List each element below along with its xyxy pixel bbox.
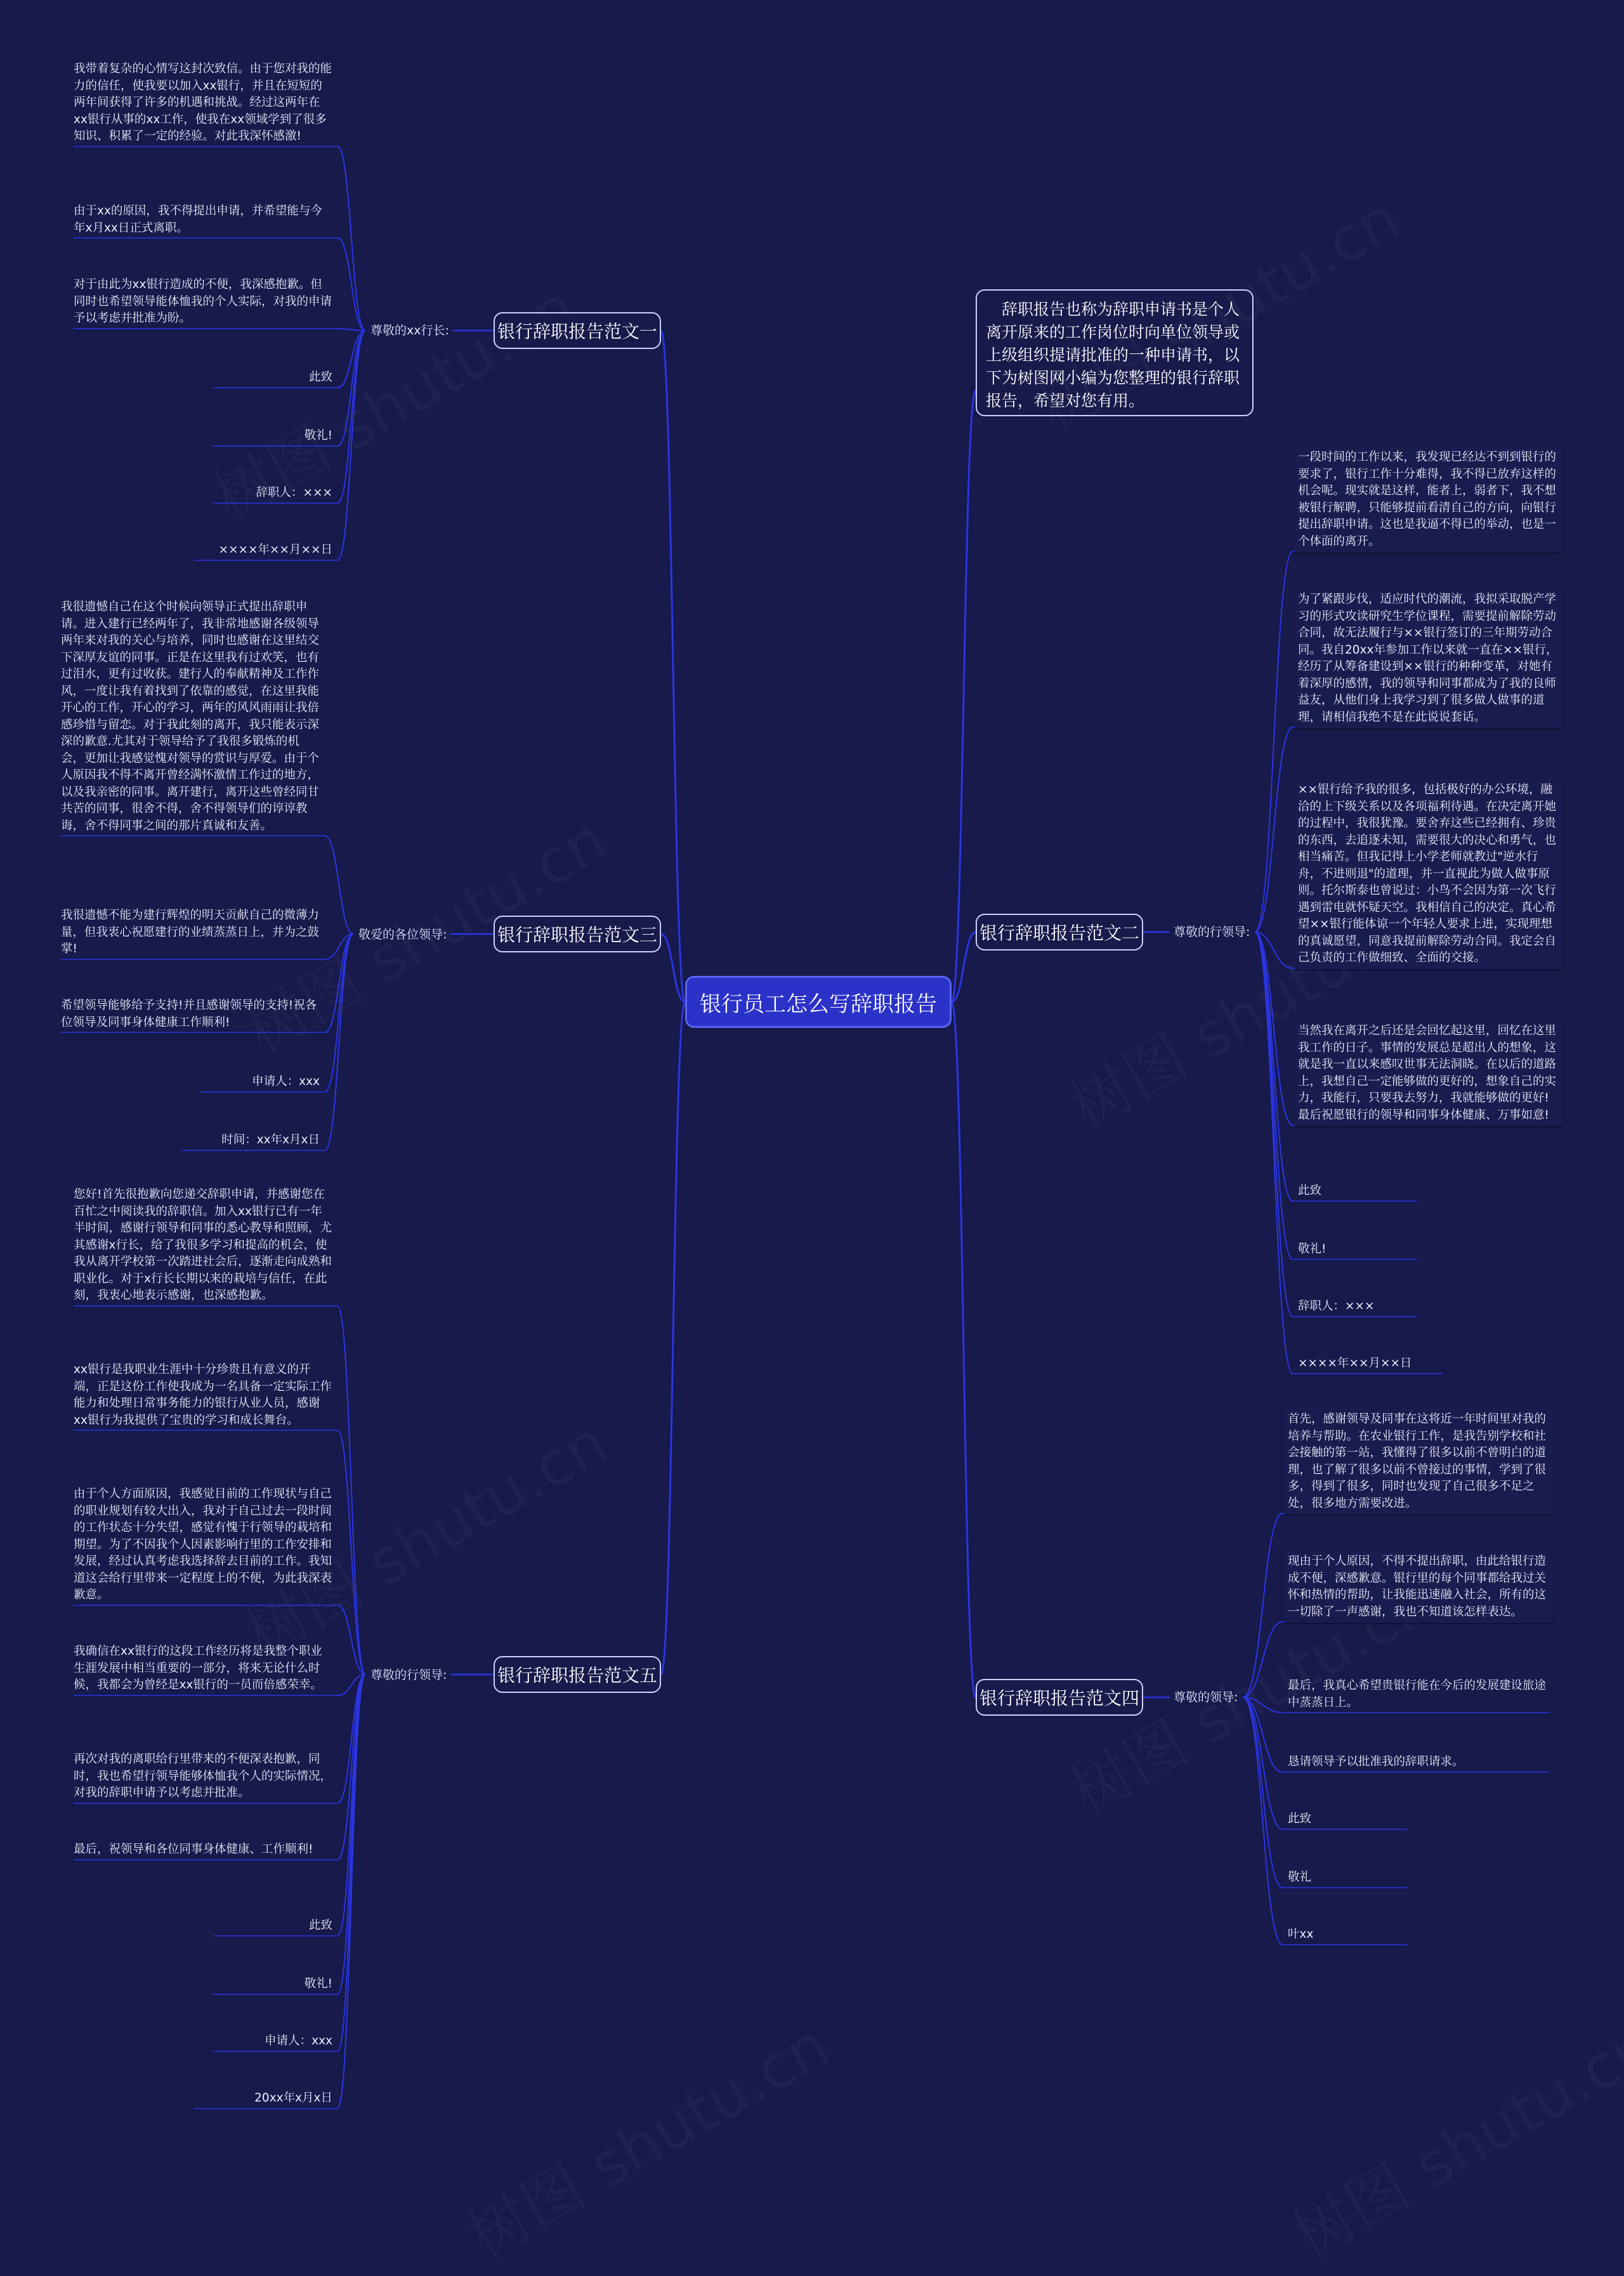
leaf-b5-5[interactable]: 再次对我的离职给行里带来的不便深表抱歉，同时，我也希望行领导能够体恤我个人的实际情况，对我的辞职申请予以考虑并批准。: [74, 1753, 332, 1799]
leaf-b1-6[interactable]: 辞职人：×××: [256, 486, 332, 499]
leaf-b4-6[interactable]: 敬礼: [1288, 1871, 1312, 1884]
leaf-link: [1255, 551, 1293, 932]
leaf-b1-3[interactable]: 对于由此为xx银行造成的不便，我深感抱歉。但同时也希望领导能体恤我的个人实际，对我的申请予以考虑并批准为盼。: [74, 278, 332, 325]
greeting-b2[interactable]: 尊敬的行领导:: [1174, 925, 1250, 939]
leaf-b3-5[interactable]: 时间：xx年x月x日: [221, 1133, 320, 1147]
leaf-link: [325, 836, 353, 934]
leaf-b4-4[interactable]: 恳请领导予以批准我的辞职请求。: [1288, 1755, 1464, 1768]
leaf-link: [325, 934, 353, 1092]
leaf-b2-8[interactable]: ××××年××月××日: [1298, 1357, 1412, 1370]
leaf-link: [337, 331, 365, 446]
root-link: [952, 1002, 976, 1697]
leaf-b3-3[interactable]: 希望领导能够给予支持!并且感谢领导的支持!祝各位领导及同事身体健康工作顺利!: [61, 999, 317, 1029]
leaf-b5-7[interactable]: 此致: [308, 1919, 332, 1932]
leaf-b1-7[interactable]: ××××年××月××日: [218, 543, 332, 556]
branch-node-4[interactable]: 银行辞职报告范文四: [976, 1679, 1143, 1716]
leaf-b2-2[interactable]: 为了紧跟步伐，适应时代的潮流，我拟采取脱产学习的形式攻读研究生学位课程，需要提前解除劳动合同，故无法履行与××银行签订的三年期劳动合同。我自20xx年参加工作以来就一直在××银行，经历了从筹备建设到××银行的种种变革，对她有着深厚的感情，我的领导和同事都成为了我的良师益友，从他们身上我学习到了很多做人做事的道理，请相信我绝不是在此说说套话。: [1294, 589, 1563, 728]
leaf-b4-3[interactable]: 最后，我真心希望贵银行能在今后的发展建设旅途中蒸蒸日上。: [1288, 1679, 1547, 1709]
leaf-b2-7[interactable]: 辞职人：×××: [1298, 1299, 1375, 1313]
leaf-b5-8[interactable]: 敬礼!: [304, 1977, 332, 1990]
root-node[interactable]: 银行员工怎么写辞职报告: [685, 976, 952, 1028]
leaf-b1-2[interactable]: 由于xx的原因，我不得提出申请，并希望能与今年x月xx日正式离职。: [74, 204, 322, 235]
leaf-link: [337, 331, 365, 503]
leaf-b3-2[interactable]: 我很遗憾不能为建行辉煌的明天贡献自己的微薄力量，但我衷心祝愿建行的业绩蒸蒸日上，并为之鼓掌!: [61, 909, 320, 956]
leaf-b2-1[interactable]: 一段时间的工作以来，我发现已经达不到到银行的要求了，银行工作十分难得，我不得已放弃这样的机会呢。现实就是这样，能者上，弱者下，我不想被银行解聘，只能够提前看清自己的方向，向银行提出辞职申请。这也是我逼不得已的举动，也是一个体面的离开。: [1294, 447, 1563, 553]
greeting-b5[interactable]: 尊敬的行领导:: [370, 1668, 447, 1682]
branch-node-5[interactable]: 银行辞职报告范文五: [494, 1656, 661, 1693]
leaf-link: [1255, 932, 1293, 1317]
leaf-link: [1255, 932, 1293, 1260]
leaf-link: [337, 147, 365, 331]
leaf-link: [337, 1306, 365, 1674]
leaf-b3-4[interactable]: 申请人：xxx: [252, 1075, 320, 1088]
greeting-b4[interactable]: 尊敬的领导:: [1174, 1690, 1238, 1704]
leaf-link: [1243, 1622, 1283, 1697]
leaf-b5-2[interactable]: xx银行是我职业生涯中十分珍贵且有意义的开端，正是这份工作使我成为一名具备一定实际工作能力和处理日常事务能力的银行从业人员，感谢xx银行为我提供了宝贵的学习和成长舞台。: [74, 1363, 332, 1427]
leaf-b5-4[interactable]: 我确信在xx银行的这段工作经历将是我整个职业生涯发展中相当重要的一部分，将来无论什么时候，我都会为曾经是xx银行的一员而倍感荣幸。: [74, 1645, 322, 1692]
branch-node-2[interactable]: 银行辞职报告范文二: [976, 914, 1143, 951]
leaf-b1-1[interactable]: 我带着复杂的心情写这封次致信。由于您对我的能力的信任，使我要以加入xx银行，并且在短短的两年间获得了许多的机遇和挑战。经过这两年在xx银行从事的xx工作，使我在xx领域学到了很多知识、积累了一定的经验。对此我深怀感激!: [74, 62, 332, 143]
leaf-b5-10[interactable]: 20xx年x月x日: [254, 2091, 332, 2105]
leaf-b5-3[interactable]: 由于个人方面原因，我感觉目前的工作现状与自己的职业规划有较大出入，我对于自己过去一段时间的工作状态十分失望，感觉有愧于行领导的栽培和期望。为了不因我个人因素影响行里的工作安排和发展，经过认真考虑我选择辞去目前的工作。我知道这会给行里带来一定程度上的不便，为此我深表歉意。: [74, 1487, 332, 1602]
leaf-link: [1243, 1697, 1283, 1888]
root-link: [952, 391, 976, 1002]
branch-node-1[interactable]: 银行辞职报告范文一: [494, 312, 661, 349]
leaf-b4-1[interactable]: 首先，感谢领导及同事在这将近一年时间里对我的培养与帮助。在农业银行工作，是我告别学校和社会接触的第一站，我懂得了很多以前不曾明白的道理，也了解了很多以前不曾接过的事情，学到了很多，得到了很多，同时也发现了自己很多不足之处，很多地方需要改进。: [1284, 1409, 1553, 1515]
leaf-link: [1243, 1513, 1283, 1697]
leaf-link: [337, 331, 365, 560]
leaf-b2-5[interactable]: 此致: [1298, 1184, 1322, 1197]
leaf-link: [337, 1674, 365, 1994]
branch-node-3[interactable]: 银行辞职报告范文三: [494, 916, 661, 952]
leaf-b5-6[interactable]: 最后，祝领导和各位同事身体健康、工作顺利!: [74, 1843, 313, 1856]
leaf-b4-5[interactable]: 此致: [1288, 1812, 1312, 1825]
leaf-link: [337, 1674, 365, 2051]
leaf-b5-1[interactable]: 您好!首先很抱歉向您递交辞职申请，并感谢您在百忙之中阅读我的辞职信。加入xx银行已有一年半时间，感谢行领导和同事的悉心教导和照顾，尤其感谢x行长，给了我很多学习和提高的机会，使我从离开学校第一次踏进社会后，逐渐走向成熟和职业化。对于x行长长期以来的栽培与信任，在此刻，我衷心地表示感谢，也深感抱歉。: [74, 1188, 332, 1302]
leaf-b1-5[interactable]: 敬礼!: [304, 429, 332, 442]
leaf-b3-1[interactable]: 我很遗憾自己在这个时候向领导正式提出辞职申请。进入建行已经两年了，我非常地感谢各级领导两年来对我的关心与培养，同时也感谢在这里结交下深厚友谊的同事。正是在这里我有过欢笑，也有过泪水，更有过收获。建行人的奉献精神及工作作风，一度让我有着找到了依靠的感觉，在这里我能开心的工作，开心的学习，两年的风风雨雨让我倍感珍惜与留恋。对于我此刻的离开，我只能表示深深的歉意.尤其对于领导给予了我很多锻炼的机会，更加让我感觉愧对领导的赏识与厚爱。由于个人原因我不得不离开曾经满怀激情工作过的地方，以及我亲密的同事。离开建行，离开这些曾经同甘共苦的同事，很舍不得，舍不得领导们的谆谆教诲，舍不得同事之间的那片真诚和友善。: [61, 600, 320, 832]
greeting-b1[interactable]: 尊敬的xx行长:: [370, 324, 449, 338]
leaf-link: [337, 238, 365, 331]
greeting-b3[interactable]: 敬爱的各位领导:: [358, 928, 447, 942]
leaf-b2-3[interactable]: ××银行给予我的很多，包括极好的办公环境，融洽的上下级关系以及各项福利待遇。在决定离开她的过程中，我很犹豫。要舍弃这些已经拥有、珍贵的东西，去追逐未知，需要很大的决心和勇气，也相当痛苦。但我记得上小学老师就教过"逆水行舟，不进则退"的道理，并一直视此为做人做事原则。托尔斯泰也曾说过：小鸟不会因为第一次飞行遇到雷电就怀疑天空。我相信自己的决定。真心希望××银行能体谅一个年轻人要求上进，实现理想的真诚愿望，同意我提前解除劳动合同。我定会自己负责的工作做细致、全面的交接。: [1294, 779, 1563, 970]
leaf-link: [325, 934, 353, 1150]
leaf-b5-9[interactable]: 申请人：xxx: [265, 2034, 332, 2048]
leaf-link: [1255, 727, 1293, 932]
leaf-b1-4[interactable]: 此致: [308, 371, 332, 384]
leaf-link: [337, 329, 365, 331]
leaf-b2-6[interactable]: 敬礼!: [1298, 1242, 1326, 1256]
root-link: [661, 1002, 685, 1674]
leaf-link: [1255, 932, 1293, 1374]
leaf-b4-2[interactable]: 现由于个人原因，不得不提出辞职，由此给银行造成不便，深感歉意。银行里的每个同事都给我过关怀和热情的帮助，让我能迅速融入社会，所有的这一切除了一声感谢，我也不知道该怎样表达。: [1284, 1551, 1553, 1623]
leaf-link: [1243, 1697, 1283, 1829]
root-link: [661, 331, 685, 1002]
leaf-b4-7[interactable]: 叶xx: [1288, 1928, 1314, 1941]
intro-node[interactable]: 辞职报告也称为辞职申请书是个人离开原来的工作岗位时向单位领导或上级组织提请批准的一种申请书，以下为树图网小编为您整理的银行辞职报告，希望对您有用。: [976, 289, 1254, 416]
leaf-b2-4[interactable]: 当然我在离开之后还是会回忆起这里，回忆在这里我工作的日子。事情的发展总是超出人的想象，这就是我一直以来感叹世事无法洞晓。在以后的道路上，我想自己一定能够做的更好的，想象自己的实力，我能行，只要我去努力，我就能够做的更好!最后祝愿银行的领导和同事身体健康、万事如意!: [1294, 1020, 1563, 1126]
